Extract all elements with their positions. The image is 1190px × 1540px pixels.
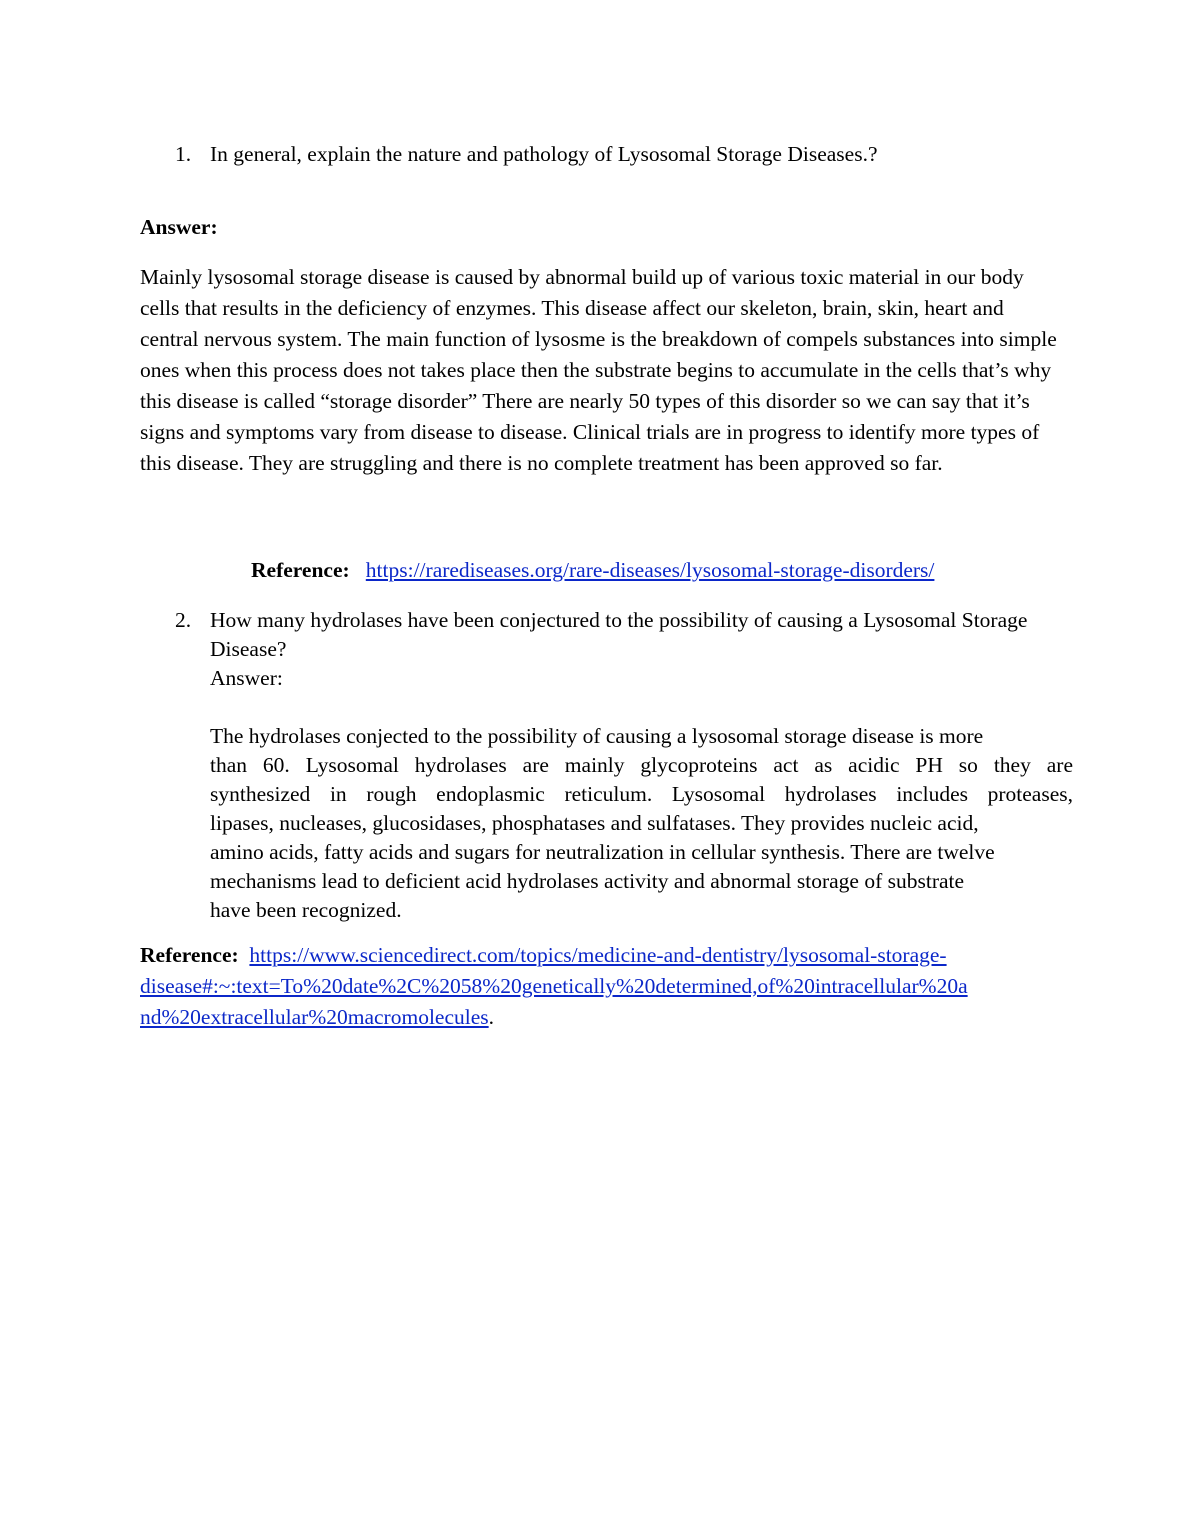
question-1-number: 1. [175, 142, 192, 166]
answer-2-label: Answer: [210, 666, 283, 690]
question-2-text: How many hydrolases have been conjectured to the possibility of causing a Lysosomal Storage Disease? [210, 608, 1028, 661]
reference-2-trailing: . [488, 1005, 495, 1029]
reference-2-line [140, 1002, 1050, 1033]
answer-2-body [210, 722, 1073, 925]
reference-2-link-part[interactable]: nd%20extracellular%20macromolecules [140, 1005, 489, 1029]
answer-2-line: than 60. Lysosomal hydrolases are mainly glycoproteins act as acidic PH so they are [210, 753, 1073, 777]
answer-2-line: mechanisms lead to deficient acid hydrolases activity and abnormal storage of substrate [210, 869, 965, 893]
reference-1-link[interactable]: https://rarediseases.org/rare-diseases/lysosomal-storage-disorders/ [365, 558, 935, 582]
answer-2-line: lipases, nucleases, glucosidases, phosphatases and sulfatases. They provides nucleic acid, [210, 811, 979, 835]
reference-2-link-part[interactable]: https://www.sciencedirect.com/topics/medicine-and-dentistry/lysosomal-storage- [249, 943, 947, 967]
answer-2-line: amino acids, fatty acids and sugars for neutralization in cellular synthesis. There are twelve [210, 840, 995, 864]
answer-2-line: synthesized in rough endoplasmic reticulum. Lysosomal hydrolases includes proteases, [210, 782, 1073, 806]
reference-2-line [140, 940, 1050, 971]
answer-1-body: Mainly lysosomal storage disease is caused by abnormal build up of various toxic material in our body cells that results in the deficiency of enzymes. This disease affect our skeleton, brain, skin, heart and central nervous system. The main function of lysosme is the breakdown of compels substances into simple ones when this process does not takes place then the substrate begins to accumulate in the cells that’s why this disease is called “storage disorder” There are nearly 50 types of this disorder so we can say that it’s signs and symptoms vary from disease to disease. Clinical trials are in progress to identify more types of this disease. They are struggling and there is no complete treatment has been approved so far. [140, 265, 1057, 475]
answer-2-line: The hydrolases conjected to the possibility of causing a lysosomal storage disease is more [210, 724, 984, 748]
reference-1 [251, 556, 934, 585]
question-2-number: 2. [175, 608, 192, 632]
reference-1-label: Reference: [251, 558, 350, 582]
reference-2-line [140, 971, 1050, 1002]
answer-2-line: have been recognized. [210, 898, 402, 922]
question-1-text: In general, explain the nature and pathology of Lysosomal Storage Diseases.? [210, 142, 878, 166]
reference-2-label: Reference: [140, 943, 239, 967]
reference-2-link-part[interactable]: disease#:~:text=To%20date%2C%2058%20genetically%20determined,of%20intracellular%20a [140, 974, 968, 998]
answer-1-heading: Answer: [140, 215, 218, 239]
reference-2 [140, 940, 1050, 1033]
